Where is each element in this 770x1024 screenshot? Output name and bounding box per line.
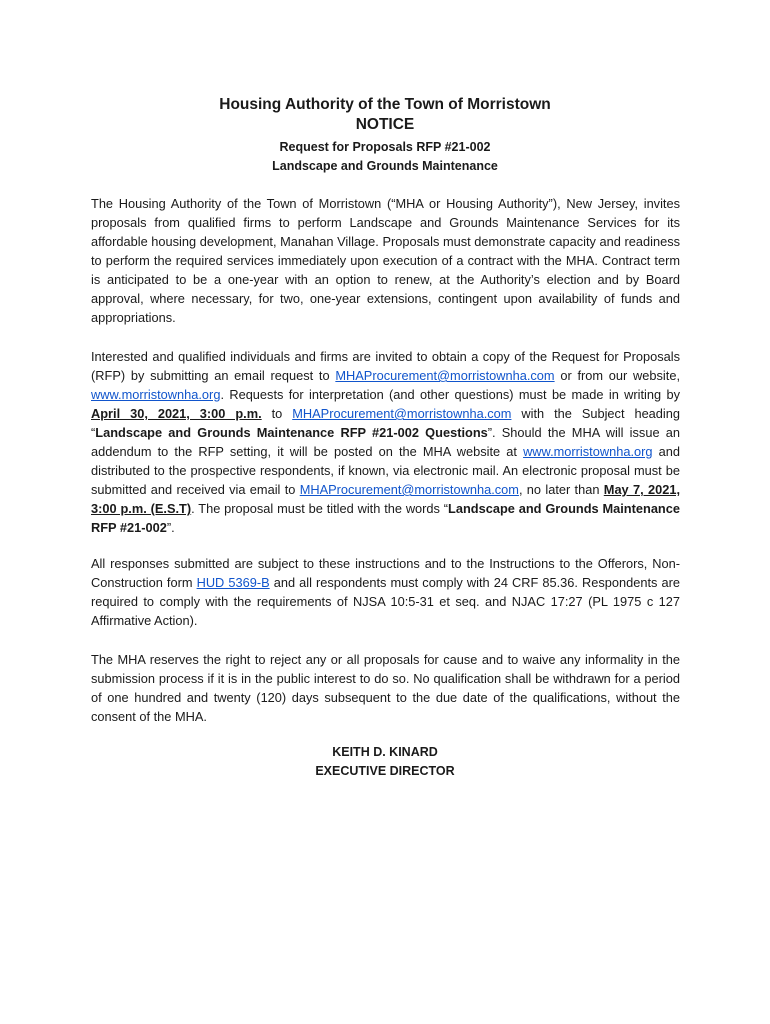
- website-link[interactable]: www.morristownha.org: [91, 387, 221, 402]
- procurement-email-link[interactable]: MHAProcurement@morristownha.com: [335, 368, 555, 383]
- subject-line: Landscape and Grounds Maintenance: [272, 159, 498, 173]
- questions-deadline: April 30, 2021, 3:00 p.m.: [91, 406, 262, 421]
- para2-text-10: ”.: [166, 520, 175, 535]
- para2-text-5: with the Subject heading “: [91, 406, 680, 440]
- para2-text-4: to: [261, 406, 293, 421]
- reservation-paragraph: The MHA reserves the right to reject any or all proposals for cause and to waive any informality in the submission process if it is in the public interest to do so. No qualification shall be withdrawn for a period of one hundred and twenty (120) days subsequent to the due date of the qualifications, without the consent of the MHA.: [91, 652, 680, 724]
- signatory-name: KEITH D. KINARD: [332, 745, 438, 759]
- procurement-email-link-2[interactable]: MHAProcurement@morristownha.com: [292, 406, 512, 421]
- para2-text-8: , no later than: [518, 482, 604, 497]
- para2-text-3: . Requests for interpretation (and other questions) must be made in writing by: [220, 387, 680, 402]
- procurement-email-link-3[interactable]: MHAProcurement@morristownha.com: [299, 482, 519, 497]
- questions-subject: Landscape and Grounds Maintenance RFP #21-002 Questions: [95, 425, 488, 440]
- para2-text-2: or from our website,: [554, 368, 680, 383]
- signatory-title: EXECUTIVE DIRECTOR: [315, 764, 455, 778]
- hud-form-link[interactable]: HUD 5369-B: [196, 575, 270, 590]
- proposal-deadline: May 7, 2021, 3:00 p.m. (E.S.T): [91, 482, 680, 516]
- para2-text-9: . The proposal must be titled with the words “: [191, 501, 449, 516]
- para2-text-7: and distributed to the prospective respondents, if known, via electronic mail. An electronic proposal must be submitted and received via email to: [91, 444, 680, 497]
- proposal-title: Landscape and Grounds Maintenance RFP #21-002: [91, 501, 680, 535]
- notice-heading: NOTICE: [355, 116, 415, 133]
- para3-text-1: All responses submitted are subject to these instructions and to the Instructions to the Offerors, Non-Construction form: [91, 556, 680, 590]
- para3-text-2: and all respondents must comply with 24 CRF 85.36. Respondents are required to comply with the requirements of NJSA 10:5-31 et seq. and NJAC 17:27 (PL 1975 c 127 Affirmative Action).: [91, 575, 681, 628]
- rfp-request-paragraph: [91, 347, 680, 537]
- intro-paragraph: The Housing Authority of the Town of Morristown (“MHA or Housing Authority”), New Jersey, invites proposals from qualified firms to perform Landscape and Grounds Maintenance Services for its affordable housing development, Manahan Village. Proposals must demonstrate capacity and readiness to perform the required services immediately upon execution of a contract with the MHA. Contract term is anticipated to be a one-year with an option to renew, at the Authority’s election and by Board approval, where necessary, for two, one-year extensions, contingent upon availability of funds and appropriations.: [91, 196, 680, 325]
- website-link-2[interactable]: www.morristownha.org: [523, 444, 653, 459]
- rfp-line: Request for Proposals RFP #21-002: [279, 140, 491, 154]
- compliance-paragraph: [91, 554, 680, 630]
- para2-text-1: Interested and qualified individuals and firms are invited to obtain a copy of the Request for Proposals (RFP) by submitting an email request to: [91, 349, 680, 383]
- org-title: Housing Authority of the Town of Morristown: [219, 96, 551, 113]
- para2-text-6: ”. Should the MHA will issue an addendum to the RFP setting, it will be posted on the MHA website at: [91, 425, 680, 459]
